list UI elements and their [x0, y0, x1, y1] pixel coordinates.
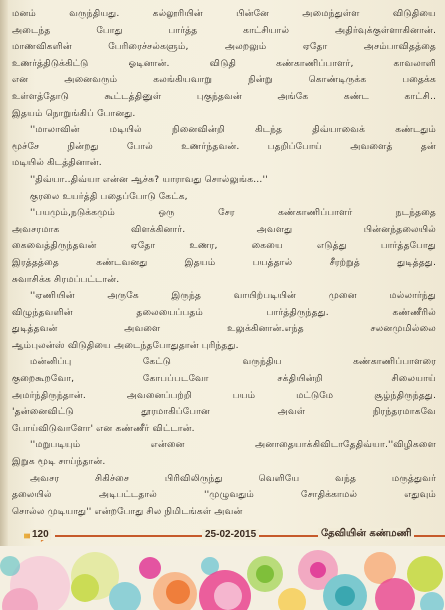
paragraph: [12, 288, 436, 354]
text-line: அவசர சிகிச்சை பிரிவிலிருந்து வெளியே வந்த மருத்துவர்: [30, 472, 436, 484]
paragraph: [12, 354, 436, 437]
page-footer: [0, 526, 445, 546]
text-line: ஆம்புலன்ஸ் விடுதியை அடைந்தபோதுதான் புரிந்தது.: [12, 339, 239, 351]
text-line: 'தன்னைவிட்டு தூரமாகிப்போன அவள் நிரந்தரமாகவே: [12, 406, 436, 418]
text-line: சொல்ல முடியாது'' என்றபோது சில நிமிடங்கள் அவன்: [12, 505, 243, 517]
text-line: மடியில் கிடத்தினான்.: [12, 157, 102, 169]
page-gutter: [0, 0, 8, 610]
text-line: உணர்த்திடுக்கிட்டு ஓடினான். விடுதி கண்காணிப்பாளர், காவலாளி: [12, 57, 436, 69]
text-line: மனம் வருந்தியது. கல்லூரியின் பின்னே அமைந்துள்ள விடுதியை: [12, 8, 436, 19]
text-line: குறைகூறவோ, கோபப்படவோ சக்தியின்றி சிலையாய்: [12, 373, 436, 385]
text-line: மூச்சே நின்றது போல் உணர்ந்தவன். பதறிப்போய் அவளைத் தன்: [12, 140, 436, 152]
text-line: அமர்ந்திருந்தான். அவனைப்பற்றி பயம் மட்டுமே சூழ்ந்திருந்தது.: [12, 389, 436, 401]
decorative-bubbles: [0, 546, 445, 610]
paragraph: [12, 172, 436, 189]
story-text: [12, 6, 436, 520]
magazine-name: தேவியின் கண்மணி: [318, 528, 414, 540]
text-line: துடித்தவன் அவளை உலுக்கினான்.எந்த சலனமுமில்லை: [12, 323, 436, 335]
text-line: இறுக மூடி சாய்ந்தான்.: [12, 456, 106, 468]
paragraph: [12, 471, 436, 521]
text-line: அவசரமாக விளக்கினார். அவளது பின்னந்தலையில்: [12, 223, 436, 235]
text-line: மாணவிகளின் பேரிரைச்சல்களும், அலறலும் ஏதோ அசம்பாவிதத்தை: [12, 41, 436, 53]
text-line: ''மாலாவின் மடியில் நினைவின்றி கிடந்த திவ்யாவைக் கண்டதும்: [30, 124, 436, 136]
paragraph: [12, 437, 436, 470]
text-line: ''மறுபடியும் என்னை அனாதையாக்கிவிடாதேதிவ்யா.''விழிகளை: [30, 439, 436, 451]
text-line: ''பயமும்,நடுக்கமும் ஒரு சேர கண்காணிப்பாளர் நடந்ததை: [30, 207, 436, 219]
issue-date: 25-02-2015: [202, 529, 259, 540]
text-line: கைவைத்திருந்தவன் ஏதோ உணர, கையை எடுத்து பார்த்தபோது: [12, 240, 436, 252]
text-line: ''திவ்யா..திவ்யா என்ன ஆச்சு? யாராவது சொல்லுங்க…'': [30, 173, 268, 185]
text-line: சுவாசிக்க சிரமப்பட்டான்.: [12, 273, 120, 285]
text-line: விழுந்தவளின் தலையைப்பதம் பார்த்திருந்தது. கண்ணீரில்: [12, 306, 436, 318]
page-number: 120: [32, 529, 49, 540]
text-line: ''ஏணியின் அருகே இருந்த வாயிற்படியின் முனை மல்லார்ந்து: [30, 290, 436, 302]
text-line: இரத்தத்தை கண்டவனது இதயம் பயத்தால் சீரற்றுத் துடித்தது.: [12, 256, 436, 268]
text-line: இதயம் நொறுங்கிப் போனது.: [12, 107, 136, 119]
paragraph: [12, 189, 436, 206]
text-line: போய்விடுவாளோ' என கண்ணீர் விட்டான்.: [12, 422, 195, 434]
paragraph: [12, 205, 436, 288]
text-line: குரலை உயர்த்தி பதைப்போடு கேட்க,: [30, 190, 188, 202]
bubble-pattern-icon: [0, 546, 445, 610]
paragraph: [12, 6, 436, 122]
text-line: மன்னிப்பு கேட்டு வருந்திய கண்காணிப்பாளரை: [30, 356, 436, 368]
text-line: அடைந்த போது பார்த்த காட்சியால் அதிர்வுக்குள்ளாகினான்.: [12, 24, 436, 36]
text-line: உள்ளத்தோடு கூட்டத்தினுள் புகுந்தவன் அங்கே கண்ட காட்சி..: [12, 90, 436, 102]
text-line: என அனைவரும் கலங்கியவாறு நின்று கொண்டிருக்க பதைக்க: [12, 74, 436, 86]
text-line: தலையில் அடிபட்டதால் ''முழுவதும் சோதிக்காமல் எதுவும்: [12, 489, 436, 501]
paragraph: [12, 122, 436, 172]
